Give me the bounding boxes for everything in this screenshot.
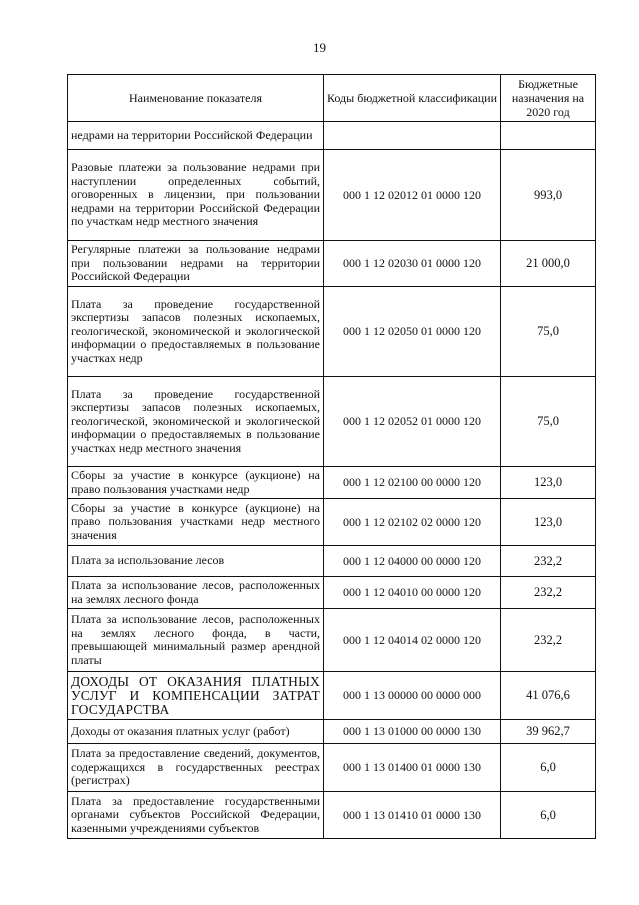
table-row bbox=[68, 792, 596, 839]
row-code-cell: 000 1 12 02012 01 0000 120 bbox=[324, 150, 501, 241]
budget-table bbox=[67, 74, 596, 839]
row-name-cell: Сборы за участие в конкурсе (аукционе) на право пользования участками недр местного значения bbox=[68, 499, 324, 546]
row-amount-cell: 232,2 bbox=[501, 609, 596, 672]
table-row bbox=[68, 546, 596, 577]
row-amount-cell: 21 000,0 bbox=[501, 241, 596, 287]
header-amount: Бюджетные назначения на 2020 год bbox=[501, 75, 596, 122]
row-amount-cell: 6,0 bbox=[501, 744, 596, 792]
row-name-cell: Плата за использование лесов, расположенных на землях лесного фонда, в части, превышающей минимальный размер арендной платы bbox=[68, 609, 324, 672]
row-code-cell: 000 1 13 01000 00 0000 130 bbox=[324, 720, 501, 744]
row-code-cell: 000 1 13 01400 01 0000 130 bbox=[324, 744, 501, 792]
row-name-cell: Плата за использование лесов bbox=[68, 546, 324, 577]
row-name-cell: Плата за использование лесов, расположенных на землях лесного фонда bbox=[68, 577, 324, 609]
row-name-cell: ДОХОДЫ ОТ ОКАЗАНИЯ ПЛАТНЫХ УСЛУГ И КОМПЕНСАЦИИ ЗАТРАТ ГОСУДАРСТВА bbox=[68, 672, 324, 720]
row-amount-cell: 232,2 bbox=[501, 577, 596, 609]
table-row bbox=[68, 744, 596, 792]
table-row bbox=[68, 377, 596, 467]
table-row bbox=[68, 150, 596, 241]
table-row bbox=[68, 467, 596, 499]
table-row bbox=[68, 577, 596, 609]
row-amount-cell: 993,0 bbox=[501, 150, 596, 241]
row-name-cell: Разовые платежи за пользование недрами при наступлении определенных событий, оговоренных в лицензии, при пользовании недрами на территории Российской Федерации по участкам недр местного значения bbox=[68, 150, 324, 241]
row-amount-cell: 75,0 bbox=[501, 287, 596, 377]
row-amount-cell: 6,0 bbox=[501, 792, 596, 839]
row-amount-cell bbox=[501, 122, 596, 150]
row-name-cell: Доходы от оказания платных услуг (работ) bbox=[68, 720, 324, 744]
row-code-cell: 000 1 12 02100 00 0000 120 bbox=[324, 467, 501, 499]
row-name-cell: Сборы за участие в конкурсе (аукционе) на право пользования участками недр bbox=[68, 467, 324, 499]
row-code-cell: 000 1 12 04000 00 0000 120 bbox=[324, 546, 501, 577]
row-name-cell: недрами на территории Российской Федерации bbox=[68, 122, 324, 150]
table-row bbox=[68, 287, 596, 377]
row-code-cell bbox=[324, 122, 501, 150]
table-row bbox=[68, 499, 596, 546]
row-amount-cell: 75,0 bbox=[501, 377, 596, 467]
row-name-cell: Плата за предоставление сведений, документов, содержащихся в государственных реестрах (регистрах) bbox=[68, 744, 324, 792]
row-amount-cell: 39 962,7 bbox=[501, 720, 596, 744]
table-header-row bbox=[68, 75, 596, 122]
row-code-cell: 000 1 12 04010 00 0000 120 bbox=[324, 577, 501, 609]
row-name-cell: Плата за предоставление государственными органами субъектов Российской Федерации, казенными учреждениями субъектов bbox=[68, 792, 324, 839]
header-code: Коды бюджетной классификации bbox=[324, 75, 501, 122]
row-code-cell: 000 1 13 00000 00 0000 000 bbox=[324, 672, 501, 720]
table-row bbox=[68, 609, 596, 672]
table-row bbox=[68, 122, 596, 150]
row-code-cell: 000 1 12 02052 01 0000 120 bbox=[324, 377, 501, 467]
row-code-cell: 000 1 12 04014 02 0000 120 bbox=[324, 609, 501, 672]
table-row bbox=[68, 672, 596, 720]
row-name-cell: Плата за проведение государственной экспертизы запасов полезных ископаемых, геологической, экономической и экологической информации о предоставляемых в пользование участках недр местного значения bbox=[68, 377, 324, 467]
header-name: Наименование показателя bbox=[68, 75, 324, 122]
table-body bbox=[68, 122, 596, 839]
row-amount-cell: 123,0 bbox=[501, 499, 596, 546]
row-code-cell: 000 1 12 02030 01 0000 120 bbox=[324, 241, 501, 287]
row-name-cell: Плата за проведение государственной экспертизы запасов полезных ископаемых, геологической, экономической и экологической информации о предоставляемых в пользование участках недр bbox=[68, 287, 324, 377]
row-amount-cell: 232,2 bbox=[501, 546, 596, 577]
page-number: 19 bbox=[313, 40, 326, 55]
row-amount-cell: 123,0 bbox=[501, 467, 596, 499]
row-code-cell: 000 1 13 01410 01 0000 130 bbox=[324, 792, 501, 839]
table-row bbox=[68, 720, 596, 744]
row-code-cell: 000 1 12 02102 02 0000 120 bbox=[324, 499, 501, 546]
row-name-cell: Регулярные платежи за пользование недрами при пользовании недрами на территории Российской Федерации bbox=[68, 241, 324, 287]
row-amount-cell: 41 076,6 bbox=[501, 672, 596, 720]
row-code-cell: 000 1 12 02050 01 0000 120 bbox=[324, 287, 501, 377]
table-row bbox=[68, 241, 596, 287]
